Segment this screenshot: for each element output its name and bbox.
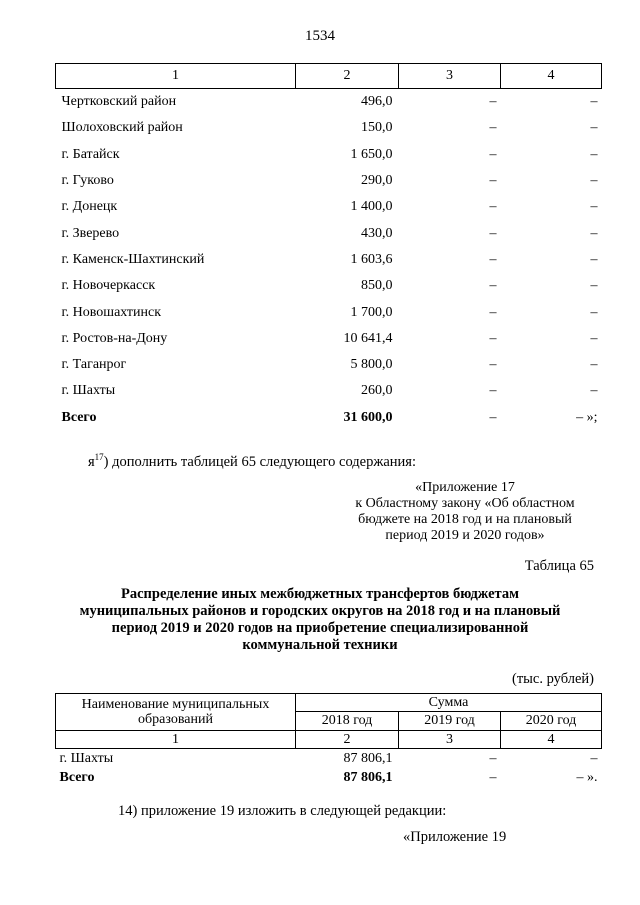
- row-name: г. Шахты: [61, 383, 116, 399]
- row-2019: –: [489, 251, 497, 267]
- paragraph-add-table: $я^{17}$) дополнить таблицей 65 следующего содержания:: [88, 452, 417, 470]
- row-2020: –: [590, 750, 598, 766]
- row-name: г. Батайск: [61, 146, 120, 162]
- row-2020: –: [590, 383, 598, 399]
- column-number-header: 4: [501, 731, 602, 749]
- page-number: 1534: [305, 28, 335, 44]
- row-name: г. Новочеркасск: [61, 278, 156, 294]
- column-number-header: 4: [501, 64, 602, 89]
- units-label: (тыс. рублей): [512, 671, 594, 687]
- row-2018: 1 603,6: [350, 251, 393, 267]
- row-2019: –: [489, 94, 497, 110]
- row-2019: –: [489, 146, 497, 162]
- column-number-header: 1: [56, 731, 296, 749]
- row-2018: 496,0: [361, 94, 393, 110]
- table-row: [56, 299, 602, 325]
- row-2020: –: [590, 251, 598, 267]
- row-2020: –: [590, 357, 598, 373]
- row-name: г. Каменск-Шахтинский: [61, 251, 205, 267]
- row-2019: –: [489, 120, 497, 136]
- row-2020: –: [590, 330, 598, 346]
- year-header: 2018 год: [296, 712, 399, 731]
- total-2018: 87 806,1: [343, 769, 393, 785]
- total-2020: – »;: [576, 409, 598, 425]
- row-2019: –: [489, 750, 497, 766]
- total-label: Всего: [61, 409, 97, 425]
- column-number-header: 3: [399, 731, 501, 749]
- row-2019: –: [489, 357, 497, 373]
- column-number-header: 3: [399, 64, 501, 89]
- row-2020: –: [590, 173, 598, 189]
- appendix-19-header: «Приложение 19: [403, 829, 507, 845]
- total-2019: –: [489, 409, 497, 425]
- appendix-17-header: «Приложение 17 к Областному закону «Об областном бюджете на 2018 год и на плановый период 2019 и 2020 годов»: [355, 480, 575, 543]
- row-2019: –: [489, 330, 497, 346]
- table-row: [56, 352, 602, 378]
- total-2020: – ».: [576, 769, 598, 785]
- total-2018: 31 600,0: [343, 409, 393, 425]
- table-row: [56, 194, 602, 220]
- total-label: Всего: [59, 769, 95, 785]
- column-number-header: 1: [56, 64, 296, 89]
- row-2018: 10 641,4: [343, 330, 393, 346]
- row-2020: –: [590, 304, 598, 320]
- table-row: [56, 142, 602, 168]
- row-2018: 1 650,0: [350, 146, 393, 162]
- row-2020: –: [590, 120, 598, 136]
- row-2019: –: [489, 304, 497, 320]
- row-2020: –: [590, 225, 598, 241]
- year-header: 2019 год: [399, 712, 501, 731]
- row-name: г. Гуково: [61, 173, 114, 189]
- table-header-row: [56, 64, 602, 89]
- year-header: 2020 год: [501, 712, 602, 731]
- row-2019: –: [489, 278, 497, 294]
- table-row: [56, 89, 602, 116]
- row-2020: –: [590, 199, 598, 215]
- row-2018: 5 800,0: [350, 357, 393, 373]
- table-label: Таблица 65: [524, 558, 594, 574]
- table-row: [56, 378, 602, 404]
- table-row: [56, 749, 602, 769]
- table-row: [56, 247, 602, 273]
- table-row: [56, 326, 602, 352]
- row-2020: –: [590, 146, 598, 162]
- row-name: г. Ростов-на-Дону: [61, 330, 168, 346]
- total-2019: –: [489, 769, 497, 785]
- sum-column-header: Сумма: [296, 694, 602, 712]
- row-2018: 290,0: [361, 173, 393, 189]
- row-name: г. Донецк: [61, 199, 118, 215]
- row-2018: 1 700,0: [350, 304, 393, 320]
- column-number-header: 2: [296, 64, 399, 89]
- table-row: [56, 220, 602, 246]
- paragraph-appendix-19: 14) приложение 19 изложить в следующей редакции:: [118, 803, 447, 819]
- name-column-header: Наименование муниципальных образований: [56, 694, 296, 731]
- transfers-table-continued: [55, 63, 602, 431]
- table-row: [56, 115, 602, 141]
- transfers-table-65: [55, 693, 602, 787]
- table-row: [56, 273, 602, 299]
- table-row: [56, 168, 602, 194]
- row-2018: 87 806,1: [343, 750, 393, 766]
- row-2020: –: [590, 94, 598, 110]
- row-name: Чертковский район: [61, 94, 177, 110]
- row-2020: –: [590, 278, 598, 294]
- total-row: [56, 768, 602, 787]
- row-2018: 850,0: [361, 278, 393, 294]
- row-name: г. Шахты: [59, 750, 114, 766]
- row-name: г. Таганрог: [61, 357, 127, 373]
- table-title: Распределение иных межбюджетных трансфертов бюджетам муниципальных районов и городских округов на 2018 год и на плановый период 2019 и 2020 годов на приобретение специализированной коммунальной техники: [79, 586, 561, 653]
- row-2019: –: [489, 199, 497, 215]
- row-2019: –: [489, 225, 497, 241]
- row-name: г. Новошахтинск: [61, 304, 162, 320]
- row-2018: 430,0: [361, 225, 393, 241]
- row-2018: 150,0: [361, 120, 393, 136]
- row-2018: 1 400,0: [350, 199, 393, 215]
- column-number-header: 2: [296, 731, 399, 749]
- row-name: г. Зверево: [61, 225, 120, 241]
- row-2018: 260,0: [361, 383, 393, 399]
- row-name: Шолоховский район: [61, 120, 183, 136]
- row-2019: –: [489, 173, 497, 189]
- row-2019: –: [489, 383, 497, 399]
- total-row: [56, 405, 602, 431]
